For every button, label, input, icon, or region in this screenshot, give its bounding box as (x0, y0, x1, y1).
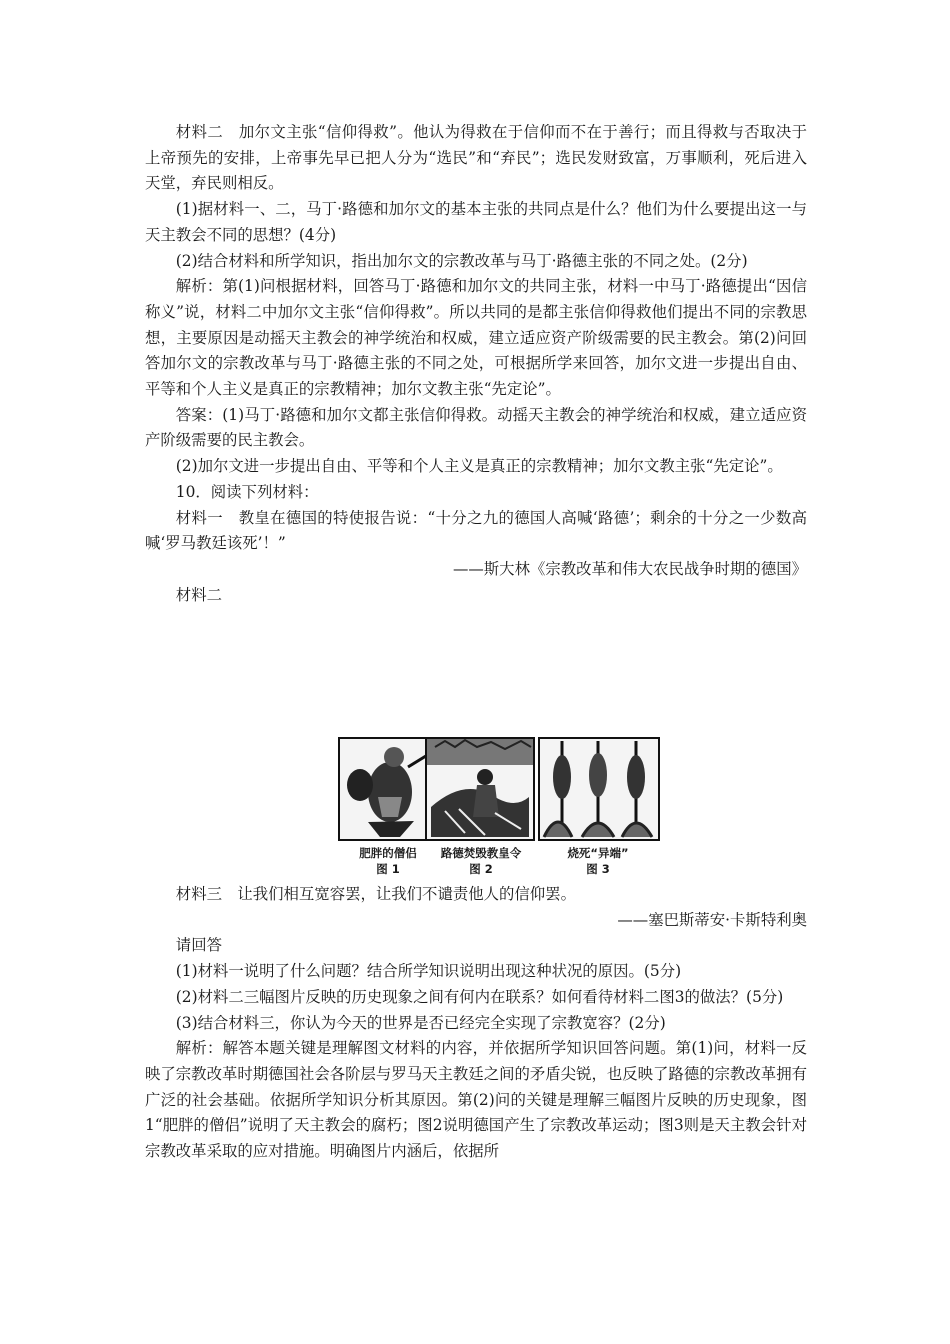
figure-2-title: 路德焚毁教皇令 (440, 846, 522, 860)
answer-1: 答案：(1)马丁·路德和加尔文都主张信仰得救。动摇天主教会的神学统治和权威，建立适应资产阶级需要的民主教会。 (145, 405, 807, 450)
material-1-source: ——斯大林《宗教改革和伟大农民战争时期的德国》 (453, 559, 807, 578)
figure-1-title: 肥胖的僧侣 (359, 846, 417, 860)
figure-3-image (538, 737, 638, 841)
text-block-top (145, 120, 807, 608)
question-1: (1)据材料一、二，马丁·路德和加尔文的基本主张的共同点是什么？他们为什么要提出这一与天主教会不同的思想？(4分) (145, 200, 807, 244)
figure-group (338, 737, 660, 877)
figure-3-title: 烧死“异端” (567, 846, 629, 860)
question-10-heading: 10．阅读下列材料： (175, 482, 319, 501)
question-10-1: (1)材料一说明了什么问题？结合所学知识说明出现这种状况的原因。(5分) (175, 962, 682, 981)
figure-1-image (338, 737, 438, 841)
material-3-source: ——塞巴斯蒂安·卡斯特利奥 (617, 910, 807, 929)
text-block-bottom (145, 882, 807, 1165)
material-3-paragraph: 材料三 让我们相互宽容罢，让我们不谴责他人的信仰罢。 (175, 885, 576, 903)
analysis-paragraph: 解析：第(1)问根据材料，回答马丁·路德和加尔文的共同主张，材料一中马丁·路德提出“因信称义”说，材料二中加尔文主张“信仰得救”。所以共同的是都主张信仰得救他们提出不同的宗教思想，主要原因是动摇天主教会的神学统治和权威，建立适应资产阶级需要的民主教会。第(2)问回答加尔文的宗教改革与马丁·路德主张的不同之处，可根据所学来回答，加尔文进一步提出自由、平等和个人主义是真正的宗教精神；加尔文教主张“先定论”。 (145, 277, 807, 399)
question-2: (2)结合材料和所学知识，指出加尔文的宗教改革与马丁·路德主张的不同之处。(2分) (175, 251, 748, 270)
question-10-3: (3)结合材料三，你认为今天的世界是否已经完全实现了宗教宽容？(2分) (175, 1013, 666, 1032)
material-2-paragraph: 材料二 加尔文主张“信仰得救”。他认为得救在于信仰而不在于善行；而且得救与否取决于上帝预先的安排，上帝事先早已把人分为“选民”和“弃民”；选民发财致富，万事顺利，死后进入天堂，弃民则相反。 (145, 123, 807, 193)
answer-2: (2)加尔文进一步提出自由、平等和个人主义是真正的宗教精神；加尔文教主张“先定论”。 (175, 457, 783, 476)
figure-2-caption (421, 845, 541, 877)
question-10-2: (2)材料二三幅图片反映的历史现象之间有何内在联系？如何看待材料二图3的做法？(5分) (175, 987, 784, 1006)
material-2-label: 材料二 (175, 585, 222, 604)
figure-2-number: 图 2 (469, 862, 493, 876)
question-10-analysis: 解析：解答本题关键是理解图文材料的内容，并依据所学知识回答问题。第(1)问，材料一反映了宗教改革时期德国社会各阶层与罗马天主教廷之间的矛盾尖锐，也反映了路德的宗教改革拥有广泛的社会基础。依据所学知识分析其原因。第(2)问的关键是理解三幅图片反映的历史现象，图1“肥胖的僧侣”说明了天主教会的腐朽；图2说明德国产生了宗教改革运动；图3则是天主教会针对宗教改革采取的应对措施。明确图片内涵后，依据所 (145, 1039, 807, 1161)
please-answer: 请回答 (175, 936, 222, 955)
figure-2-image (425, 737, 525, 841)
figure-3-caption (538, 845, 658, 877)
figure-1-number: 图 1 (376, 862, 400, 876)
figure-3-number: 图 3 (586, 862, 610, 876)
question-10-material-1: 材料一 教皇在德国的特使报告说：“十分之九的德国人高喊‘路德’；剩余的十分之一少数高喊‘罗马教廷该死’！” (145, 508, 807, 553)
